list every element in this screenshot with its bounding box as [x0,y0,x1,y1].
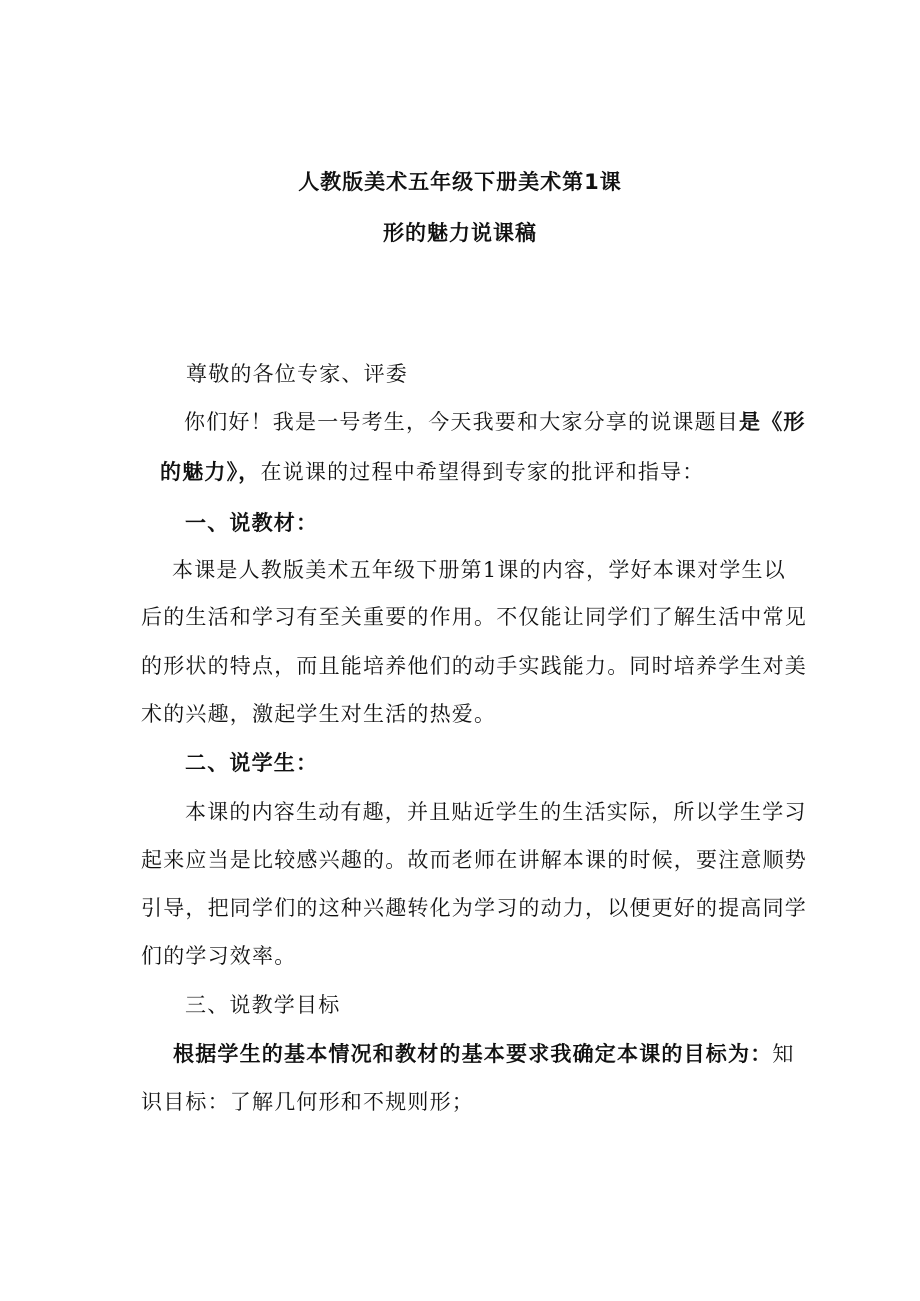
section-1-line-2: 后的生活和学习有至关重要的作用。不仅能让同学们了解生活中常见 [141,605,807,629]
section-2-line-1: 本课的内容生动有趣，并且贴近学生的生活实际，所以学生学习 [185,800,807,824]
section-2-heading: 二、说学生： [185,751,319,775]
section-2-line-4: 们的学习效率。 [141,944,297,968]
section-2-line-2: 起来应当是比较感兴趣的。故而老师在讲解本课的时候，要注意顺势 [141,848,807,872]
greeting: 尊敬的各位专家、评委 [186,362,408,386]
section-2-line-3: 引导，把同学们的这种兴趣转化为学习的动力，以便更好的提高同学 [141,896,807,920]
section-1-line-1: 本课是人教版美术五年级下册第1课的内容，学好本课对学生以 [172,558,786,582]
intro-line-1-bold: 是《形 [739,410,806,434]
section-1-heading: 一、说教材： [185,511,319,535]
section-3-line-1-text: 知 [772,1042,795,1066]
document-title-line-1: 人教版美术五年级下册美术第1课 [298,170,622,194]
section-3-heading: 三、说教学目标 [185,993,341,1017]
section-3-line-1 [173,1039,795,1069]
intro-line-2 [160,457,805,487]
section-3-line-1-bold: 根据学生的基本情况和教材的基本要求我确定本课的目标为： [173,1042,773,1066]
section-3-line-2: 识目标：了解几何形和不规则形； [141,1090,474,1114]
intro-line-1-text: 你们好！我是一号考生，今天我要和大家分享的说课题目 [184,410,739,434]
section-1-line-4: 术的兴趣，激起学生对生活的热爱。 [141,702,497,726]
intro-line-2-bold: 的魅力》， [160,460,261,484]
document-title-line-2: 形的魅力说课稿 [383,221,537,245]
intro-line-2-text: 在说课的过程中希望得到专家的批评和指导： [260,460,705,484]
intro-line-1 [184,407,806,437]
section-1-line-3: 的形状的特点，而且能培养他们的动手实践能力。同时培养学生对美 [141,654,807,678]
